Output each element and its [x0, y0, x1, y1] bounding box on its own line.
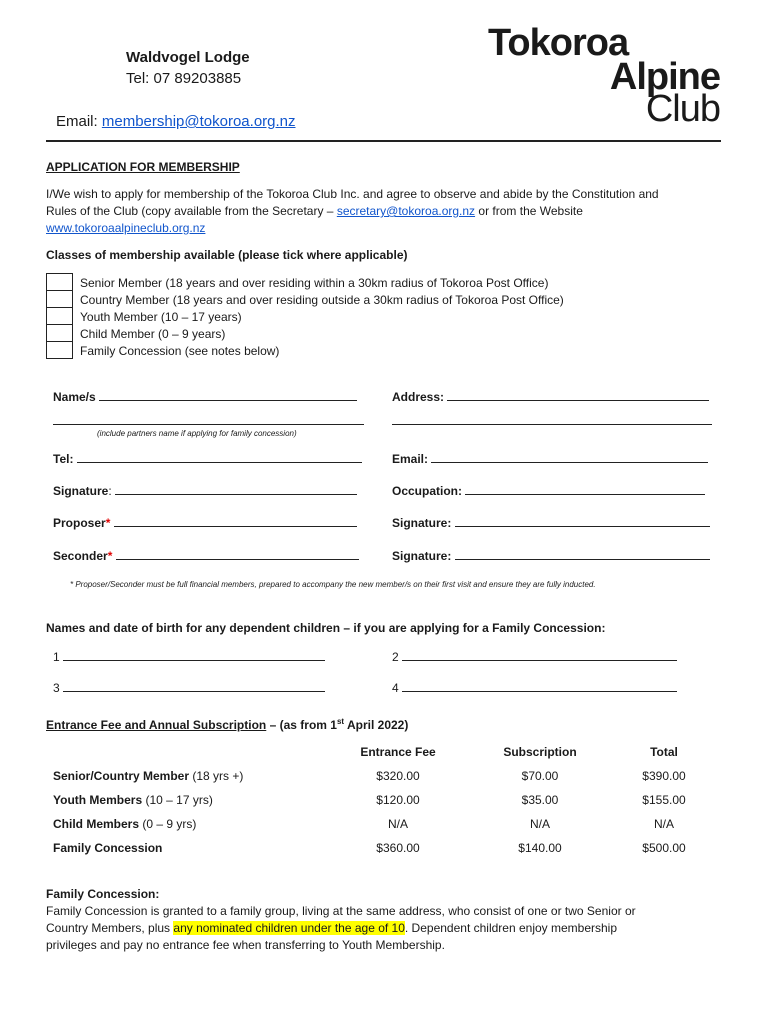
- address-label: Address:: [392, 390, 445, 404]
- fee-subscription: N/A: [529, 817, 550, 831]
- fee-entrance: $360.00: [376, 841, 420, 855]
- proposer-footnote: * Proposer/Seconder must be full financial members, prepared to accompany the new member/s on their first visit and ensure they are fully inducted.: [70, 580, 596, 589]
- fee-total: $155.00: [642, 793, 686, 807]
- seconder-field[interactable]: [116, 547, 359, 560]
- tel-field-row: [53, 450, 362, 466]
- seconder-signature-field[interactable]: [455, 547, 710, 560]
- membership-checkboxes: [46, 273, 73, 359]
- tel-label: Tel:: [53, 452, 74, 466]
- website-link[interactable]: www.tokoroaalpineclub.org.nz: [46, 221, 206, 235]
- tel-field[interactable]: [77, 450, 362, 463]
- col-subscription: Subscription: [503, 745, 577, 759]
- email-field-label: Email:: [392, 452, 429, 466]
- proposer-signature-row: [392, 514, 710, 530]
- child-row-3: [53, 679, 325, 695]
- class-country: Country Member (18 years and over residing outside a 30km radius of Tokoroa Post Office): [80, 293, 564, 307]
- family-line-1: Family Concession is granted to a family group, living at the same address, who consist of one or two Senior or: [46, 904, 636, 918]
- email-field[interactable]: [431, 450, 708, 463]
- children-heading: Names and date of birth for any dependent children – if you are applying for a Family Concession:: [46, 621, 606, 635]
- signature-field[interactable]: [115, 482, 357, 495]
- fee-entrance: $320.00: [376, 769, 420, 783]
- class-youth: Youth Member (10 – 17 years): [80, 310, 242, 324]
- intro-line-2: [46, 204, 583, 218]
- names-field-row: [53, 388, 357, 404]
- proposer-field[interactable]: [114, 514, 357, 527]
- col-entrance-fee: Entrance Fee: [360, 745, 436, 759]
- fee-entrance: N/A: [387, 817, 408, 831]
- lodge-phone: Tel: 07 89203885: [126, 70, 242, 87]
- intro-text-end: or from the Website: [475, 204, 583, 218]
- email-label: Email:: [56, 113, 98, 130]
- fee-row-label: Senior/Country Member (18 yrs +): [53, 769, 244, 783]
- fee-row-label: Child Members (0 – 9 yrs): [53, 817, 197, 831]
- child-field-2[interactable]: [402, 648, 677, 661]
- fee-entrance: $120.00: [376, 793, 420, 807]
- fees-heading: [46, 717, 408, 732]
- logo-word-club: Club: [645, 88, 720, 130]
- names-field-2[interactable]: [53, 412, 364, 425]
- age-highlight: any nominated children under the age of 10: [173, 921, 405, 935]
- fees-heading-rest: – (as from 1: [266, 718, 337, 732]
- class-senior: Senior Member (18 years and over residing within a 30km radius of Tokoroa Post Office): [80, 276, 549, 290]
- classes-heading: Classes of membership available (please tick where applicable): [46, 248, 408, 262]
- intro-line-1: I/We wish to apply for membership of the Tokoroa Club Inc. and agree to observe and abide by the Constitution and: [46, 187, 659, 201]
- signature-field-row: Signature:: [53, 482, 357, 498]
- address-field[interactable]: [447, 388, 709, 401]
- fee-row-label: Youth Members (10 – 17 yrs): [53, 793, 213, 807]
- checkbox-youth[interactable]: [46, 307, 73, 324]
- secretary-email-link[interactable]: secretary@tokoroa.org.nz: [336, 204, 476, 218]
- occupation-field-row: [392, 482, 705, 498]
- checkbox-senior[interactable]: [46, 273, 73, 290]
- lodge-name: Waldvogel Lodge: [126, 49, 250, 66]
- fee-subscription: $35.00: [521, 793, 559, 807]
- child-field-1[interactable]: [63, 648, 325, 661]
- family-line-3: privileges and pay no entrance fee when transferring to Youth Membership.: [46, 938, 445, 952]
- child-number-2: 2: [392, 650, 399, 664]
- fee-subscription: $70.00: [521, 769, 559, 783]
- proposer-asterisk: *: [105, 516, 111, 530]
- logo-word-tokoroa: Tokoroa: [488, 22, 629, 64]
- child-number-4: 4: [392, 681, 399, 695]
- child-row-1: [53, 648, 325, 664]
- seconder-field-row: [53, 547, 359, 563]
- form-title: APPLICATION FOR MEMBERSHIP: [46, 160, 240, 174]
- fees-heading-main: Entrance Fee and Annual Subscription: [46, 718, 267, 732]
- fees-heading-sup: st: [336, 717, 345, 726]
- col-total: Total: [650, 745, 678, 759]
- seconder-label: Seconder: [53, 549, 108, 563]
- proposer-signature-field[interactable]: [455, 514, 710, 527]
- fees-heading-end: April 2022): [344, 718, 409, 732]
- child-number-1: 1: [53, 650, 60, 664]
- fee-total: N/A: [653, 817, 674, 831]
- names-field[interactable]: [99, 388, 357, 401]
- fee-total: $390.00: [642, 769, 686, 783]
- family-heading: Family Concession:: [46, 887, 160, 901]
- class-family: Family Concession (see notes below): [80, 344, 280, 358]
- family-line-2: [46, 921, 617, 935]
- proposer-field-row: [53, 514, 357, 530]
- child-number-3: 3: [53, 681, 60, 695]
- fee-subscription: $140.00: [518, 841, 562, 855]
- fee-row-label: Family Concession: [53, 841, 163, 855]
- email-field-row: [392, 450, 708, 466]
- signature-label: Signature: [53, 484, 109, 498]
- proposer-label: Proposer: [53, 516, 106, 530]
- contact-email-row: [56, 113, 296, 130]
- child-field-3[interactable]: [63, 679, 325, 692]
- partners-note: (include partners name if applying for family concession): [97, 429, 297, 438]
- club-logo: [488, 24, 720, 128]
- seconder-signature-label: Signature:: [392, 549, 452, 563]
- family-text-end: . Dependent children enjoy membership: [404, 921, 618, 935]
- occupation-label: Occupation:: [392, 484, 463, 498]
- names-label: Name/s: [53, 390, 96, 404]
- child-row-4: [392, 679, 677, 695]
- seconder-asterisk: *: [107, 549, 113, 563]
- seconder-signature-row: [392, 547, 710, 563]
- checkbox-family[interactable]: [46, 341, 73, 359]
- address-field-row: [392, 388, 709, 404]
- family-text: Country Members, plus: [46, 921, 174, 935]
- checkbox-country[interactable]: [46, 290, 73, 307]
- fee-total: $500.00: [642, 841, 686, 855]
- occupation-field[interactable]: [465, 482, 705, 495]
- proposer-signature-label: Signature:: [392, 516, 452, 530]
- address-field-2[interactable]: [392, 412, 712, 425]
- checkbox-child[interactable]: [46, 324, 73, 341]
- child-row-2: [392, 648, 677, 664]
- header-divider: [46, 140, 721, 142]
- child-field-4[interactable]: [402, 679, 677, 692]
- logo-word-alpine: Alpine: [609, 56, 720, 98]
- intro-text: Rules of the Club (copy available from the Secretary –: [46, 204, 337, 218]
- class-child: Child Member (0 – 9 years): [80, 327, 226, 341]
- membership-email-link[interactable]: membership@tokoroa.org.nz: [101, 113, 296, 130]
